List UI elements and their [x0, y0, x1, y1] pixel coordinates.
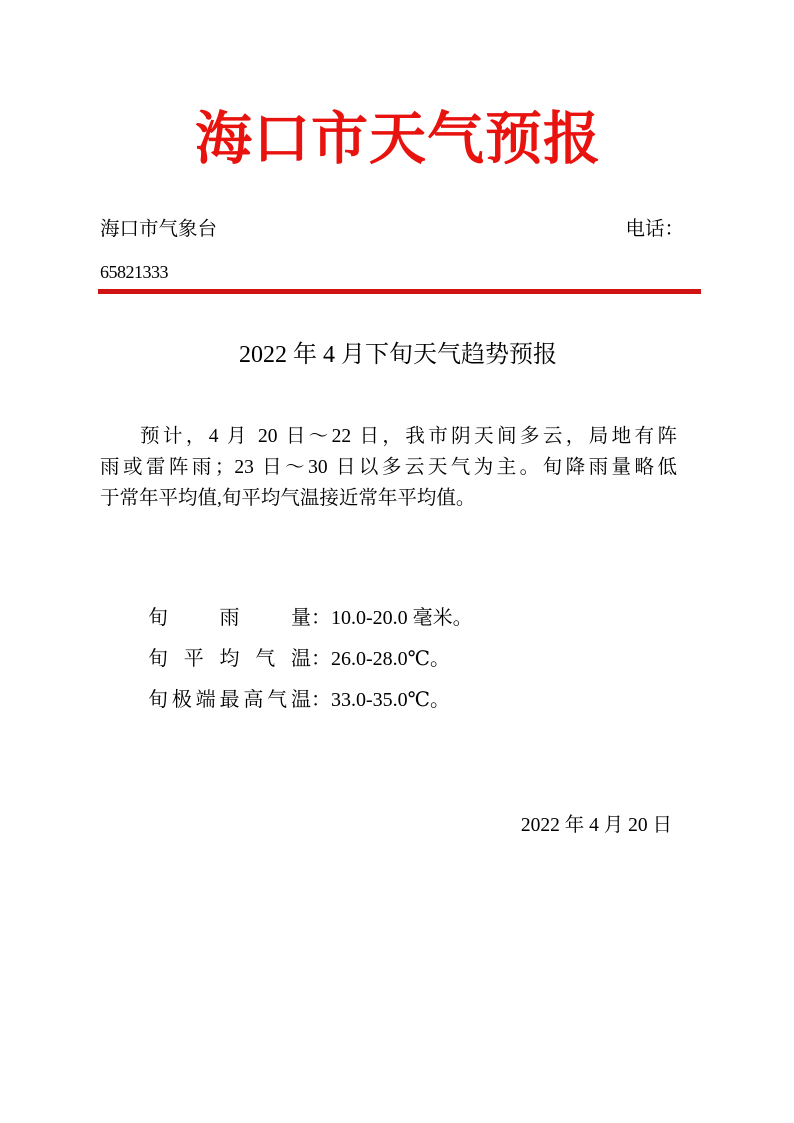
- summary-line: 于常年平均值,旬平均气温接近常年平均值。: [100, 488, 476, 509]
- summary-line: 预计，4 月 20 日～22 日，我市阴天间多云，局地有阵: [140, 426, 677, 447]
- stat-label: 旬 雨 量: [148, 607, 311, 629]
- stat-value: 33.0-35.0℃。: [331, 689, 451, 711]
- stat-row-avg-temperature: [148, 645, 473, 674]
- forecast-summary: [100, 421, 677, 514]
- phone-label: 电话：: [625, 219, 684, 240]
- stat-colon: ：: [311, 689, 331, 711]
- letterhead-row: [100, 216, 698, 244]
- forecast-heading: 2022 年 4 月下旬天气趋势预报: [239, 342, 557, 368]
- stat-value: 10.0-20.0 毫米。: [331, 607, 473, 629]
- stat-colon: ：: [311, 648, 331, 670]
- forecast-stats: [148, 604, 473, 727]
- letterhead-divider: [98, 289, 701, 294]
- summary-line: 雨或雷阵雨；23 日～30 日以多云天气为主。旬降雨量略低: [100, 457, 677, 478]
- stat-label: 旬 极 端 最 高 气 温: [148, 689, 311, 711]
- organization-name: 海口市气象台: [100, 219, 218, 240]
- document-date: 2022 年 4 月 20 日: [520, 815, 672, 836]
- stat-value: 26.0-28.0℃。: [331, 648, 451, 670]
- stat-label: 旬 平 均 气 温: [148, 648, 311, 670]
- document-title: 海口市天气预报: [195, 107, 601, 171]
- phone-number: 65821333: [100, 262, 168, 282]
- stat-colon: ：: [311, 607, 331, 629]
- document-content: [98, 0, 698, 1123]
- stat-row-max-temperature: [148, 686, 473, 715]
- stat-row-rainfall: [148, 604, 473, 633]
